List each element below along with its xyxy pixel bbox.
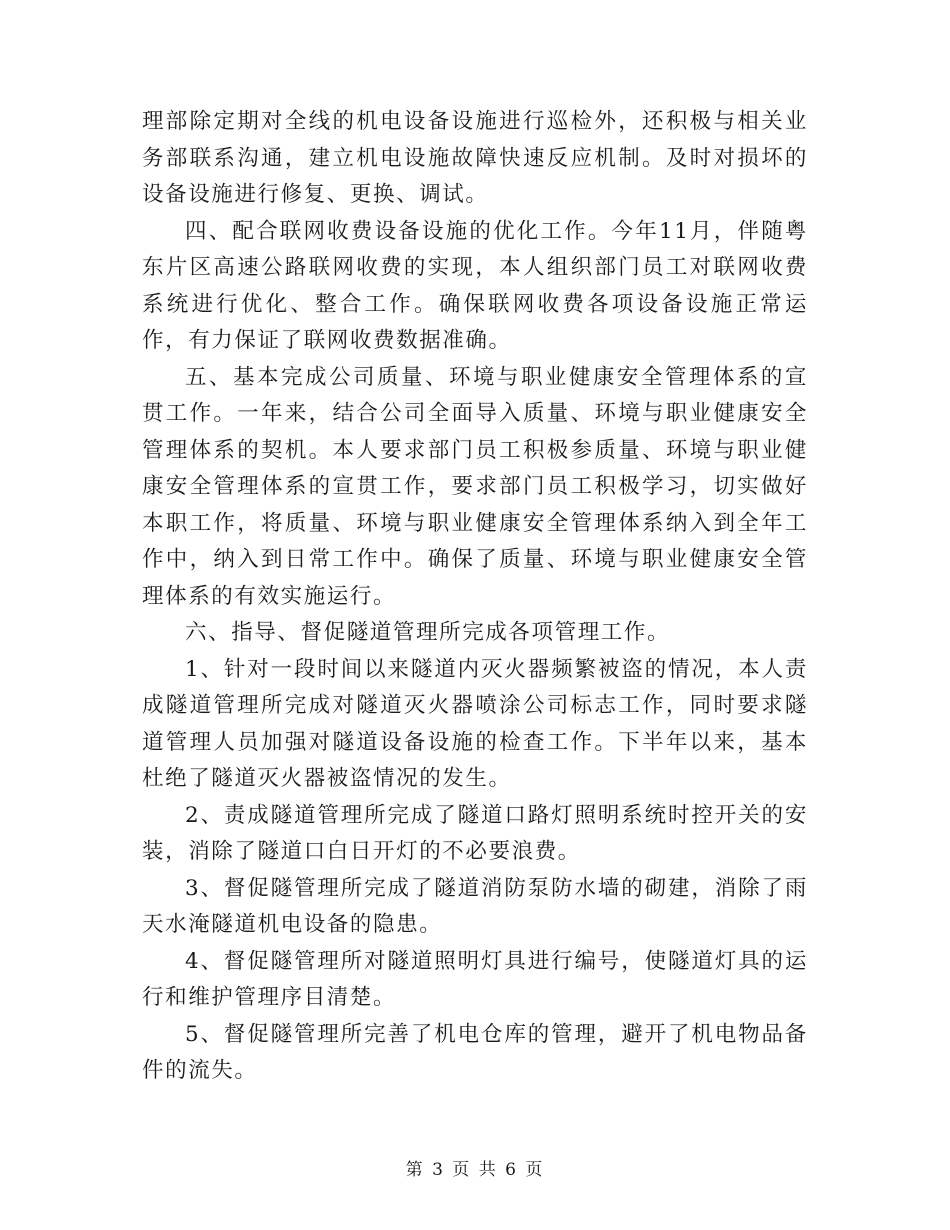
paragraph-item-5: 5、督促隧管理所完善了机电仓库的管理，避开了机电物品备件的流失。 (142, 1021, 808, 1083)
paragraph-section-4: 四、配合联网收费设备设施的优化工作。今年11月，伴随粤东片区高速公路联网收费的实现，本人组织部门员工对联网收费系统进行优化、整合工作。确保联网收费各项设备设施正常运作，有力保证了联网收费数据准确。 (142, 218, 808, 353)
paragraph-item-3: 3、督促隧管理所完成了隧道消防泵防水墙的砌建，消除了雨天水淹隧道机电设备的隐患。 (142, 875, 808, 937)
paragraph-item-2: 2、责成隧道管理所完成了隧道口路灯照明系统时控开关的安装，消除了隧道口白日开灯的不必要浪费。 (142, 802, 808, 864)
paragraph-section-5: 五、基本完成公司质量、环境与职业健康安全管理体系的宣贯工作。一年来，结合公司全面导入质量、环境与职业健康安全管理体系的契机。本人要求部门员工积极参质量、环境与职业健康安全管理体系的宣贯工作，要求部门员工积极学习，切实做好本职工作，将质量、环境与职业健康安全管理体系纳入到全年工作中，纳入到日常工作中。确保了质量、环境与职业健康安全管理体系的有效实施运行。 (142, 364, 808, 609)
page-number-footer: 第 3 页 共 6 页 (405, 1160, 545, 1180)
paragraph-section-6-heading: 六、指导、督促隧道管理所完成各项管理工作。 (185, 620, 671, 645)
paragraph-item-4: 4、督促隧管理所对隧道照明灯具进行编号，使隧道灯具的运行和维护管理序目清楚。 (142, 948, 808, 1010)
paragraph-item-1: 1、针对一段时间以来隧道内灭火器频繁被盗的情况，本人责成隧道管理所完成对隧道灭火器喷涂公司标志工作，同时要求隧道管理人员加强对隧道设备设施的检查工作。下半年以来，基本杜绝了隧道灭火器被盗情况的发生。 (142, 656, 808, 791)
paragraph-continuation: 理部除定期对全线的机电设备设施进行巡检外，还积极与相关业务部联系沟通，建立机电设施故障快速反应机制。及时对损坏的设备设施进行修复、更换、调试。 (142, 109, 808, 207)
document-body (142, 104, 808, 1090)
